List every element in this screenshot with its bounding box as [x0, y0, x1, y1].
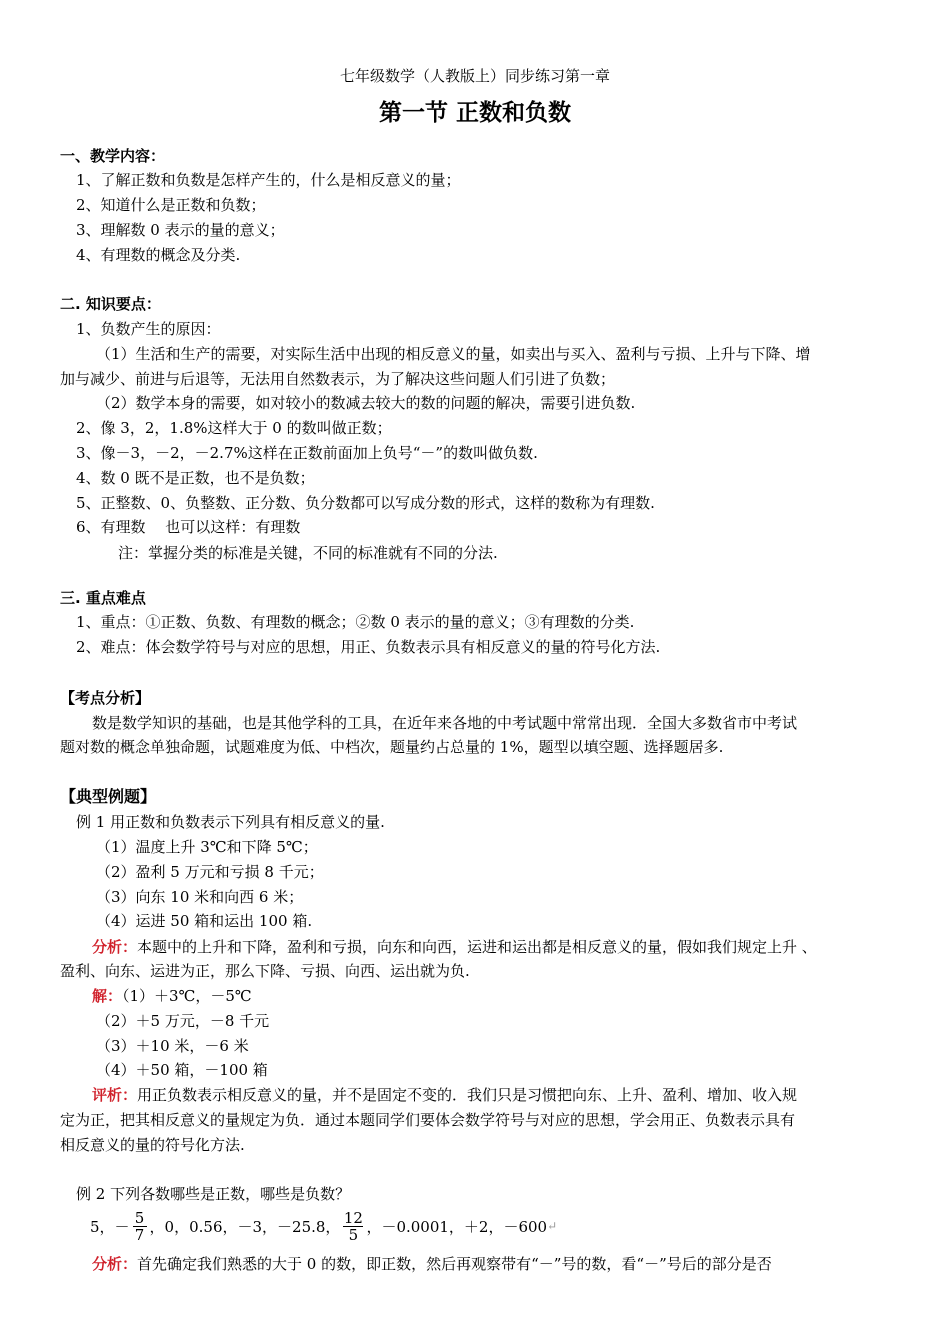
- solution-line: （2）＋5 万元，－8 千元: [96, 1012, 270, 1030]
- analysis-text: 首先确定我们熟悉的大于 0 的数，即正数，然后再观察带有“－”号的数，看“－”号后的部分是否: [137, 1255, 772, 1273]
- solution-text: （1）＋3℃，－5℃: [122, 987, 252, 1005]
- paragraph-line: 3、像－3，－2，－2.7%这样在正数前面加上负号“－”的数叫做负数.: [76, 444, 538, 462]
- section-heading-key-difficulties: 三. 重点难点: [60, 589, 146, 607]
- solution-label: 解：: [92, 987, 123, 1005]
- solution-line: （3）＋10 米，－6 米: [96, 1037, 249, 1055]
- list-item: 1、了解正数和负数是怎样产生的，什么是相反意义的量；: [76, 171, 461, 189]
- document-header: 七年级数学（人教版上）同步练习第一章: [339, 67, 610, 85]
- analysis-label: 分析：: [92, 1255, 138, 1273]
- paragraph-line: 1、重点：①正数、负数、有理数的概念；②数 0 表示的量的意义；③有理数的分类.: [76, 613, 635, 631]
- comment-line: 相反意义的量的符号化方法.: [60, 1136, 245, 1154]
- fraction: [133, 1210, 147, 1243]
- paragraph-line: 5、正整数、0、负整数、正分数、负分数都可以写成分数的形式，这样的数称为有理数.: [76, 494, 655, 512]
- comment-line: [92, 1085, 797, 1105]
- analysis-label: 分析：: [92, 938, 138, 956]
- paragraph-line: 6、有理数 也可以这样：有理数: [76, 518, 301, 536]
- list-item: 3、理解数 0 表示的量的意义；: [76, 221, 285, 239]
- example-title: 例 1 用正数和负数表示下列具有相反意义的量.: [76, 813, 385, 831]
- paragraph-line: 加与减少、前进与后退等，无法用自然数表示，为了解决这些问题人们引进了负数；: [60, 370, 616, 388]
- section-heading-key-points: 二. 知识要点：: [60, 295, 161, 313]
- fraction-denominator: 5: [348, 1225, 359, 1244]
- formula-text: ，0，0.56，－3，－25.8，: [149, 1217, 341, 1236]
- paragraph-line: 1、负数产生的原因：: [76, 320, 221, 338]
- fraction: [343, 1210, 363, 1243]
- fraction-numerator: 12: [343, 1208, 363, 1227]
- page-title: 第一节 正数和负数: [378, 100, 571, 126]
- paragraph-line: 4、数 0 既不是正数，也不是负数；: [76, 469, 315, 487]
- section-heading-exam-analysis: 【考点分析】: [60, 689, 151, 707]
- number-list-formula: [90, 1206, 557, 1246]
- fraction-denominator: 7: [134, 1225, 145, 1244]
- question-line: （3）向东 10 米和向西 6 米；: [96, 888, 304, 906]
- analysis-line: 盈利、向东、运进为正，那么下降、亏损、向西、运出就为负.: [60, 962, 470, 980]
- question-line: （2）盈利 5 万元和亏损 8 千元；: [96, 863, 324, 881]
- comment-label: 评析：: [92, 1086, 138, 1104]
- paragraph-line: 2、像 3，2，1.8%这样大于 0 的数叫做正数；: [76, 419, 392, 437]
- solution-line: （4）＋50 箱，－100 箱: [96, 1061, 268, 1079]
- paragraph-line: 题对数的概念单独命题，试题难度为低、中档次，题量约占总量的 1%，题型以填空题、选择题居多.: [60, 738, 724, 756]
- analysis-line: [92, 1254, 772, 1274]
- list-item: 2、知道什么是正数和负数；: [76, 196, 266, 214]
- paragraph-line: （2）数学本身的需要，如对较小的数减去较大的数的问题的解决，需要引进负数.: [96, 394, 636, 412]
- analysis-text: 本题中的上升和下降，盈利和亏损，向东和向西，运进和运出都是相反意义的量，假如我们规定上升 、: [137, 938, 817, 956]
- comment-text: 用正负数表示相反意义的量，并不是固定不变的．我们只是习惯把向东、上升、盈利、增加、收入规: [137, 1086, 798, 1104]
- analysis-line: [92, 937, 817, 957]
- paragraph-line: （1）生活和生产的需要，对实际生活中出现的相反意义的量，如卖出与买入、盈利与亏损、上升与下降、增: [96, 345, 811, 363]
- section-heading-teaching-content: 一、教学内容：: [60, 147, 166, 165]
- formula-text: ，－0.0001，＋2，－600: [366, 1217, 548, 1236]
- example-title: 例 2 下列各数哪些是正数，哪些是负数？: [76, 1185, 351, 1203]
- paragraph-line: 2、难点：体会数学符号与对应的思想，用正、负数表示具有相反意义的量的符号化方法.: [76, 638, 661, 656]
- question-line: （4）运进 50 箱和运出 100 箱.: [96, 912, 313, 930]
- paragraph-mark-icon: ↵: [547, 1219, 558, 1233]
- list-item: 4、有理数的概念及分类.: [76, 246, 241, 264]
- solution-line: [92, 986, 252, 1006]
- paragraph-line: 数是数学知识的基础，也是其他学科的工具，在近年来各地的中考试题中常常出现．全国大多数省市中考试: [92, 714, 798, 732]
- formula-text: 5，－: [90, 1217, 130, 1236]
- section-heading-typical-examples: 【典型例题】: [60, 787, 157, 806]
- comment-line: 定为正，把其相反意义的量规定为负．通过本题同学们要体会数学符号与对应的思想，学会用正、负数表示具有: [60, 1111, 796, 1129]
- note-line: 注：掌握分类的标准是关键，不同的标准就有不同的分法.: [118, 544, 498, 562]
- fraction-numerator: 5: [134, 1208, 145, 1227]
- question-line: （1）温度上升 3℃和下降 5℃；: [96, 838, 318, 856]
